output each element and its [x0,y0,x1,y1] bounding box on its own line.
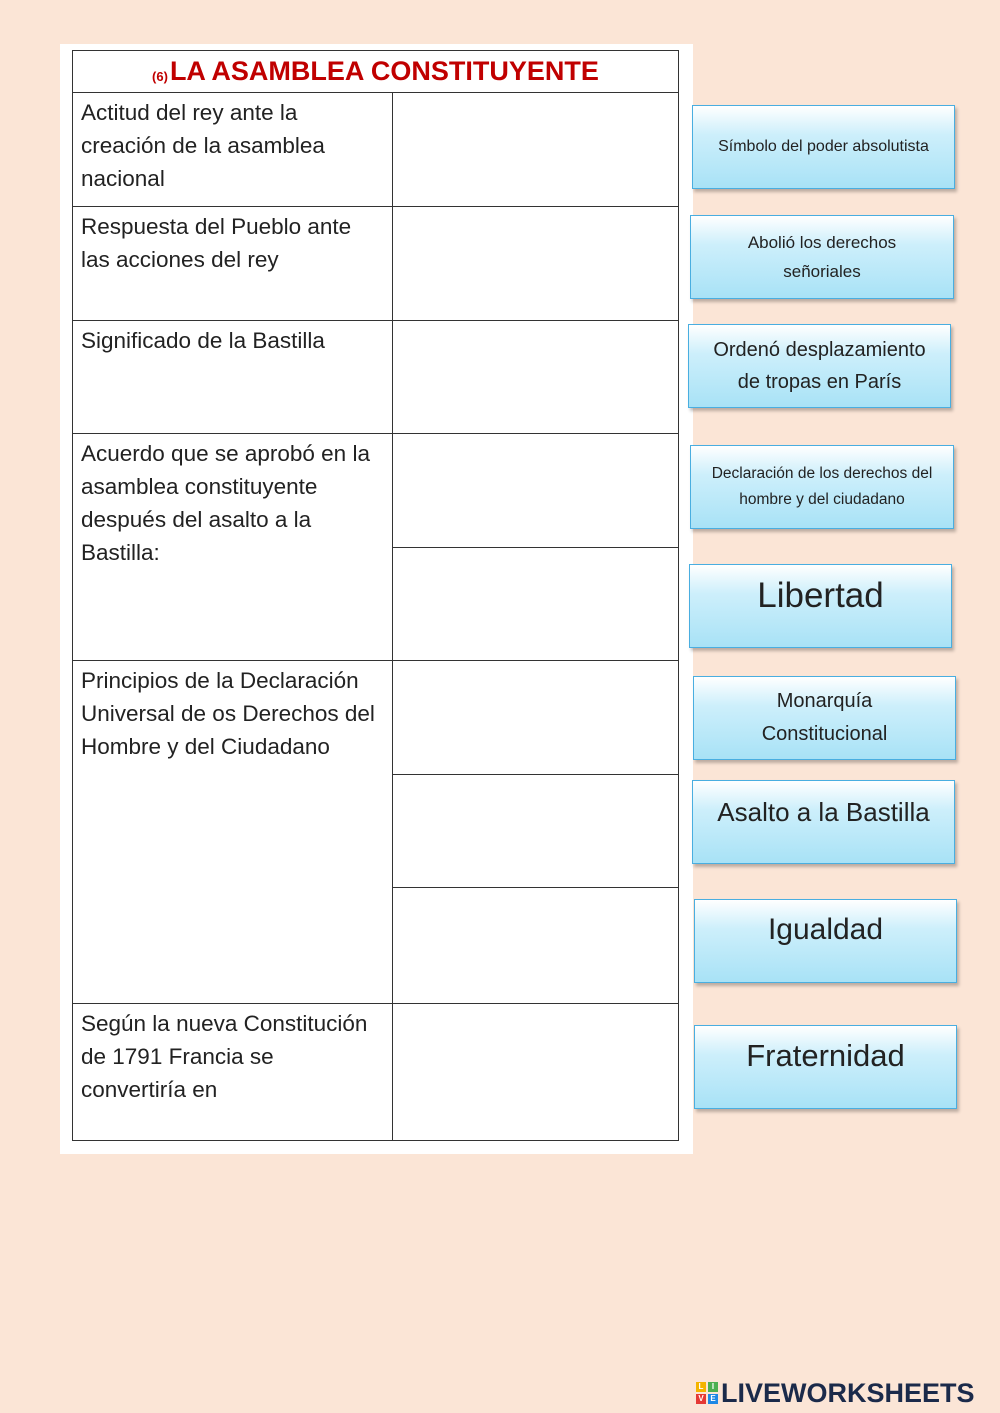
title-text: LA ASAMBLEA CONSTITUYENTE [169,56,599,86]
drop-zone-4b[interactable] [393,548,678,661]
drop-zone-5b[interactable] [393,775,678,888]
chip-libertad[interactable]: Libertad [689,564,952,648]
chip-troop-movement[interactable]: Ordenó desplazamiento de tropas en París [688,324,951,408]
question-people-response: Respuesta del Pueblo ante las acciones del rey [73,207,393,321]
question-assembly-agreement: Acuerdo que se aprobó en la asamblea constituyente después del asalto a la Bastilla: [73,434,393,661]
drop-zone-5a[interactable] [393,661,678,775]
question-bastille-meaning: Significado de la Bastilla [73,321,393,434]
worksheet-table [72,50,679,1141]
drop-zone-2[interactable] [393,207,678,321]
chip-igualdad[interactable]: Igualdad [694,899,957,983]
question-declaration-principles: Principios de la Declaración Universal de os Derechos del Hombre y del Ciudadano [73,661,393,1004]
chip-abolished-rights[interactable]: Abolió los derechos señoriales [690,215,954,299]
drop-zone-1[interactable] [393,93,678,207]
question-constitution-1791: Según la nueva Constitución de 1791 Francia se convertiría en [73,1004,393,1140]
liveworksheets-logo [696,1378,975,1408]
worksheet-title [73,51,678,93]
drop-zone-6[interactable] [393,1004,678,1140]
chip-fraternidad[interactable]: Fraternidad [694,1025,957,1109]
liveworksheets-logo-icon: L I V E [696,1382,718,1404]
drop-zone-3[interactable] [393,321,678,434]
chip-absolutist-symbol[interactable]: Símbolo del poder absolutista [692,105,955,189]
chip-declaration-rights[interactable]: Declaración de los derechos del hombre y del ciudadano [690,445,954,529]
chip-asalto-bastilla[interactable]: Asalto a la Bastilla [692,780,955,864]
drop-zone-5c[interactable] [393,888,678,1004]
title-number: (6) [152,69,168,84]
drop-zone-4a[interactable] [393,434,678,548]
chip-monarquia-constitucional[interactable]: Monarquía Constitucional [693,676,956,760]
worksheet-sheet [60,44,693,1154]
question-king-attitude: Actitud del rey ante la creación de la asamblea nacional [73,93,393,207]
logo-text: LIVEWORKSHEETS [721,1377,975,1408]
